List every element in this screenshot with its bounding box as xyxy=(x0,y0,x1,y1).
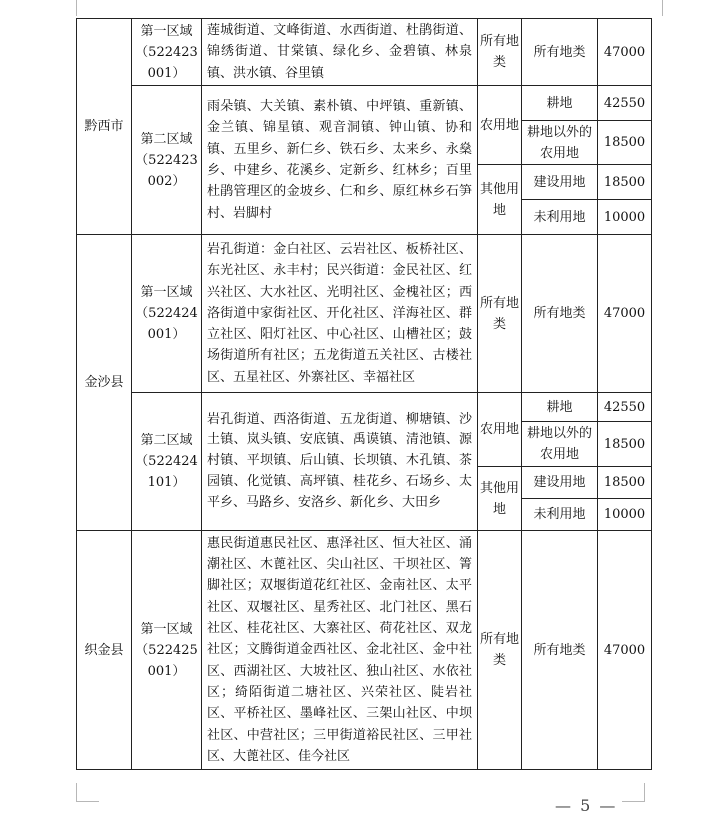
crop-mark-bottom-left xyxy=(76,783,99,802)
price-cell: 10000 xyxy=(598,499,652,531)
city-cell: 黔西市 xyxy=(77,19,132,235)
city-cell: 金沙县 xyxy=(77,235,132,531)
price-cell: 10000 xyxy=(598,200,652,235)
zone-cell: 第一区域 （522424 001） xyxy=(132,235,202,393)
land-category: 所有地类 xyxy=(478,235,522,393)
land-type: 未利用地 xyxy=(522,200,598,235)
price-cell: 47000 xyxy=(598,531,652,770)
price-cell: 47000 xyxy=(598,235,652,393)
land-type: 耕地 xyxy=(522,86,598,121)
table-row xyxy=(77,235,652,393)
land-type: 耕地 xyxy=(522,393,598,422)
zone-cell: 第二区域 （522424 101） xyxy=(132,393,202,531)
zone-areas: 莲城街道、文峰街道、水西街道、杜鹃街道、锦绣街道、甘棠镇、绿化乡、金碧镇、林泉镇、洪水镇、谷里镇 xyxy=(202,19,478,86)
price-cell: 18500 xyxy=(598,165,652,200)
land-type: 所有地类 xyxy=(522,19,598,86)
land-type: 未利用地 xyxy=(522,499,598,531)
land-type: 所有地类 xyxy=(522,235,598,393)
price-cell: 18500 xyxy=(598,422,652,467)
price-cell: 42550 xyxy=(598,393,652,422)
zone-areas: 岩孔街道、西洛街道、五龙街道、柳塘镇、沙土镇、岚头镇、安底镇、禹谟镇、清池镇、源村镇、平坝镇、后山镇、长坝镇、木孔镇、茶园镇、化觉镇、高坪镇、桂花乡、石场乡、太平乡、马路乡、安洛乡、新化乡、大田乡 xyxy=(202,393,478,531)
zone-areas: 惠民街道惠民社区、惠泽社区、恒大社区、涌潮社区、木蓖社区、尖山社区、干坝社区、箐脚社区；双堰街道花红社区、金南社区、太平社区、双堰社区、星秀社区、北门社区、黑石社区、桂花社区、大寨社区、荷花社区、双龙社区；文腾街道金西社区、金北社区、金中社区、西湖社区、大坡社区、独山社区、水依社区；绮陌街道二塘社区、兴荣社区、陡岩社区、平桥社区、墨峰社区、三架山社区、中坝社区、中营社区；三甲街道裕民社区、三甲社区、大蓖社区、佳今社区 xyxy=(202,531,478,770)
zone-areas: 岩孔街道：金白社区、云岩社区、板桥社区、东光社区、永丰村；民兴街道：金民社区、红兴社区、大水社区、光明社区、金槐社区；西洛街道中家街社区、开化社区、洋海社区、群立社区、阳灯社区、中心社区、山槽社区；鼓场街道所有社区；五龙街道五关社区、古楼社区、五星社区、外寨社区、幸福社区 xyxy=(202,235,478,393)
price-cell: 47000 xyxy=(598,19,652,86)
crop-mark-top-right xyxy=(662,0,683,16)
table-row xyxy=(77,393,652,422)
table-row xyxy=(77,86,652,121)
land-type: 所有地类 xyxy=(522,531,598,770)
price-cell: 18500 xyxy=(598,121,652,165)
price-cell: 18500 xyxy=(598,467,652,499)
crop-mark-top-left xyxy=(56,0,77,16)
price-cell: 42550 xyxy=(598,86,652,121)
land-category: 所有地类 xyxy=(478,531,522,770)
crop-mark-bottom-right xyxy=(622,783,645,802)
land-type: 耕地以外的农用地 xyxy=(522,422,598,467)
land-category: 所有地类 xyxy=(478,19,522,86)
land-category: 农用地 xyxy=(478,393,522,467)
land-category: 其他用地 xyxy=(478,467,522,531)
page-number: — 5 — xyxy=(555,796,618,815)
table-row xyxy=(77,19,652,86)
land-compensation-table xyxy=(76,18,652,770)
land-category: 其他用地 xyxy=(478,165,522,235)
land-category: 农用地 xyxy=(478,86,522,165)
land-type: 建设用地 xyxy=(522,165,598,200)
zone-cell: 第一区域 （522423 001） xyxy=(132,19,202,86)
zone-areas: 雨朵镇、大关镇、素朴镇、中坪镇、重新镇、金兰镇、锦星镇、观音洞镇、钟山镇、协和镇、五里乡、新仁乡、铁石乡、太来乡、永燊乡、中建乡、花溪乡、定新乡、红林乡；百里杜鹃管理区的金坡乡、仁和乡、原红林乡石笋村、岩脚村 xyxy=(202,86,478,235)
land-type: 建设用地 xyxy=(522,467,598,499)
land-type: 耕地以外的农用地 xyxy=(522,121,598,165)
city-cell: 织金县 xyxy=(77,531,132,770)
zone-cell: 第一区域 （522425 001） xyxy=(132,531,202,770)
table-row xyxy=(77,531,652,770)
zone-cell: 第二区域 （522423 002） xyxy=(132,86,202,235)
